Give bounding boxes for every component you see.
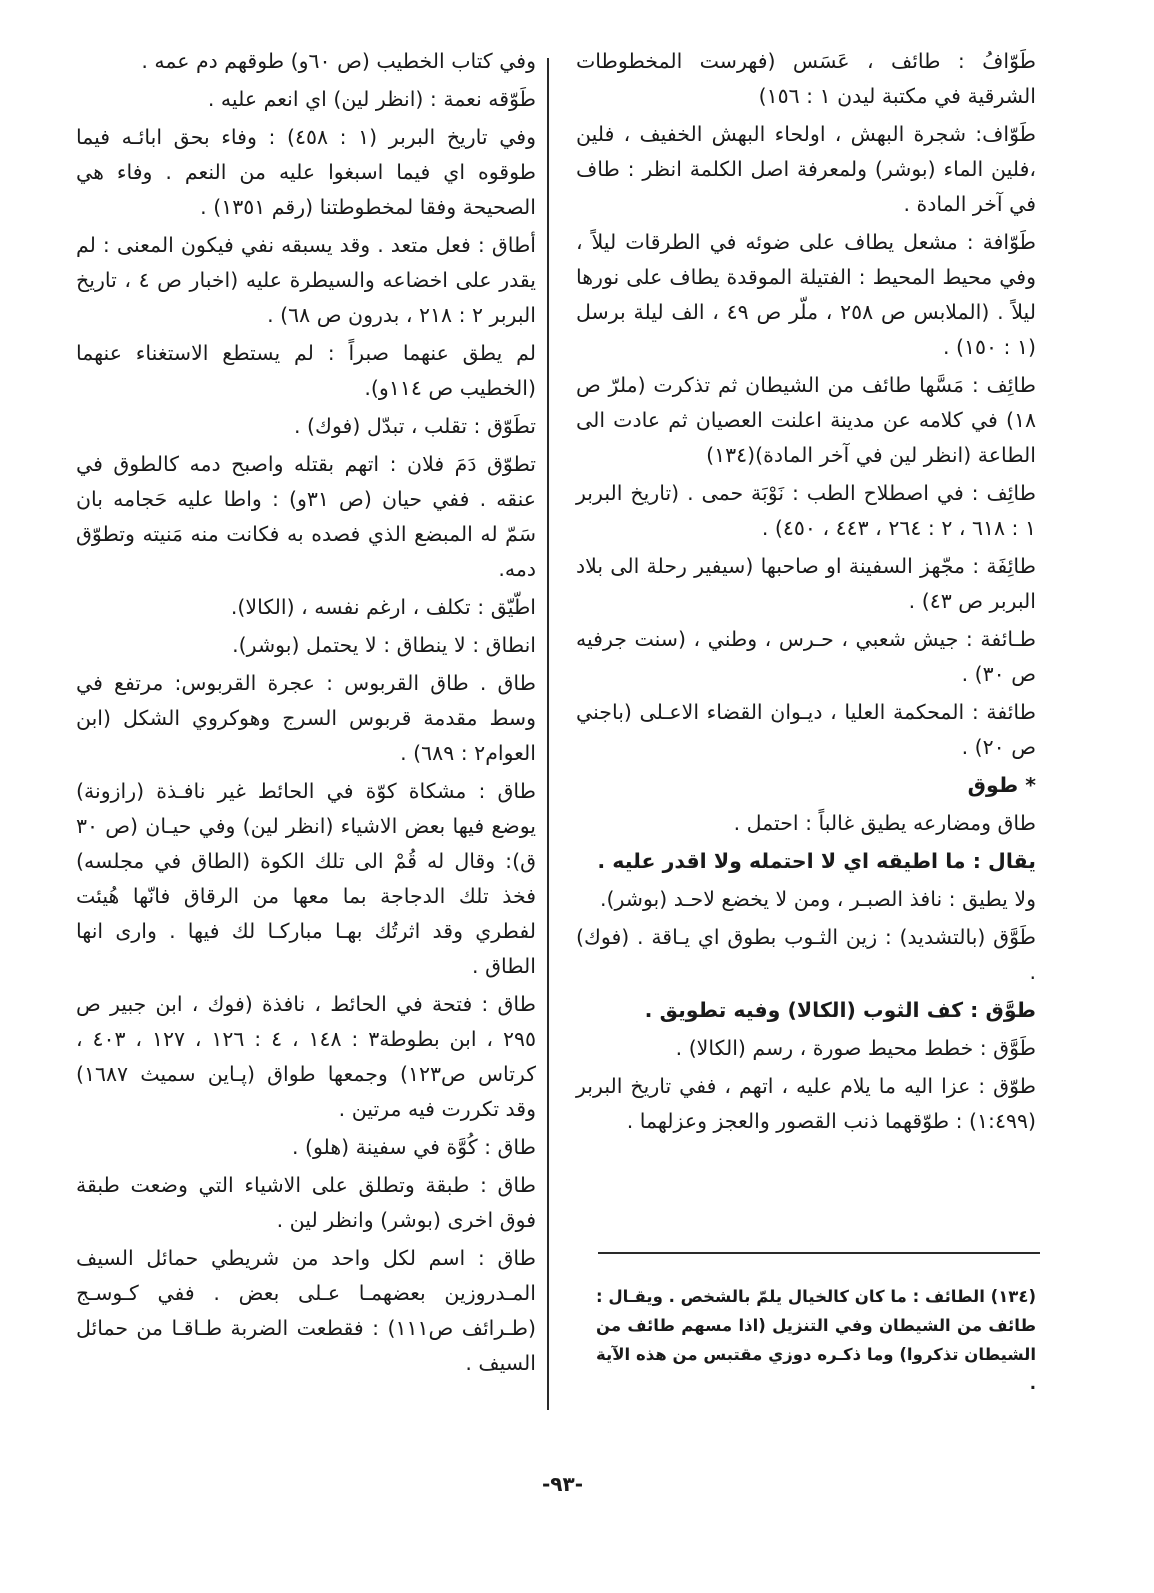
- left-column: [76, 44, 536, 1384]
- entry-tawwafa: طَوّافة : مشعل يطاف على ضوئه في الطرقات ليلاً ، وفي محيط المحيط : الفتيلة الموقدة يطاف على نورها ليلاً . (الملابس ص ٢٥٨ ، ملّر ص ٤٩ ، الف ليلة برسل (١ : ١٥٠) .: [576, 230, 1036, 359]
- entry-intaq: انطاق : لا ينطاق : لا يحتمل (بوشر).: [232, 633, 536, 657]
- entry-ataq: أطاق : فعل متعد . وقد يسبقه نفي فيكون المعنى : لم يقدر على اخضاعه والسيطرة عليه (اخبار ص ٤ ، تاريخ البربر ٢ : ٢١٨ ، بدرون ص ٦٨) .: [76, 233, 536, 327]
- entry-taq-hamail: طاق : اسم لكل واحد من شريطي حمائل السيف المـدروزين بعضهمـا عـلى بعض . ففي كـوسـج (طـرائف ص١١١) : فقطعت الضربة طـاقـا من حمائل السيف .: [76, 1246, 536, 1375]
- entry-la-yutiq: ولا يطيق : نافذ الصبـر ، ومن لا يخضع لاحـد (بوشر).: [599, 887, 1036, 911]
- entry-yuqal: يقال : ما اطيقه اي لا احتمله ولا اقدر عليه .: [597, 849, 1036, 873]
- entry-tawwaq-1: طَوَّق (بالتشديد) : زين الثـوب بطوق اي يـاقة . (فوك) .: [576, 925, 1036, 984]
- entry-taq-tabaqa: طاق : طبقة وتطلق على الاشياء التي وضعت طبقة فوق اخرى (بوشر) وانظر لين .: [76, 1173, 536, 1232]
- entry-tatawwaq-2: تطوّق دَمَ فلان : اتهم بقتله واصبح دمه كالطوق في عنقه . ففي حيان (ص ٣١و) : واطا عليه حَجامه بان سَمّ له المبضع الذي فصده به فكانت منه مَنيته وتطوّق دمه.: [76, 452, 537, 581]
- footnote-134: (١٣٤) الطائف : ما كان كالخيال يلمّ بالشخص . ويقـال : طائف من الشيطان وفي التنزيل (اذا مسهم طائف من الشيطان تذكروا) وما ذكـره دوزي مقتبس من هذه الآية .: [596, 1286, 1036, 1393]
- entry-taif-2: طائِف : في اصطلاح الطب : نَوْبَة حمى . (تاريخ البربر ١ : ٦١٨ ، ٢ : ٢٦٤ ، ٤٤٣ ، ٤٥٠) .: [576, 481, 1036, 540]
- entry-tawwaq-3: طَوَّق : خطط محيط صورة ، رسم (الكالا) .: [675, 1036, 1036, 1060]
- entry-ittayyaq: اطّيّق : تكلف ، ارغم نفسه ، (الكالا).: [230, 595, 536, 619]
- entry-taq-verb: طاق ومضارعه يطيق غالباً : احتمل .: [733, 811, 1036, 835]
- entry-tawwaq-4: طوّق : عزا اليه ما يلام عليه ، اتهم ، ففي تاريخ البربر (١:٤٩٩) : طوّقهما ذنب القصور والعجز وعزلهما .: [576, 1074, 1036, 1133]
- right-column: [576, 44, 1036, 1142]
- entry-taq-kuwwa: طاق : كُوَّة في سفينة (هلو) .: [291, 1135, 536, 1159]
- entry-tawwaqahu-nima: طَوّقه نعمة : (انظر لين) اي انعم عليه .: [207, 87, 536, 111]
- entry-tawwaf-1: طَوّافُ : طائف ، عَسَس (فهرست المخطوطات الشرقية في مكتبة ليدن ١ : ١٥٦): [576, 49, 1036, 108]
- entry-tarikh-barbar: وفي تاريخ البربر (١ : ٤٥٨) : وفاء بحق ابائـه فيما طوقوه اي فيما اسبغوا عليه من النعم . وفاء هي الصحيحة وفقا لمخطوطتنا (رقم ١٣٥١) .: [76, 125, 536, 219]
- footnote-rule: [598, 1252, 1040, 1254]
- section-heading-tawq: * طوق: [967, 773, 1036, 797]
- entry-taq-mishkat: طاق : مشكاة كوّة في الحائط غير نافـذة (رازونة) يوضع فيها بعض الاشياء (انظر لين) وفي حيـان (ص ٣٠ ق): وقال له قُمْ الى تلك الكوة (الطاق في مجلسه) فخذ تلك الدجاجة بما معها من الرقاق فانّها هُيئت لفطري وقد اثرتُك بهـا مباركـا لك فيها . وارى انها الطاق .: [76, 779, 536, 978]
- entry-khatib: وفي كتاب الخطيب (ص ٦٠و) طوقهم دم عمه .: [141, 49, 536, 73]
- entry-tawwaq-2: طوَّق : كف الثوب (الكالا) وفيه تطويق .: [644, 998, 1036, 1022]
- entry-tawwaf-2: طَوّاف: شجرة البهش ، اولحاء البهش الخفيف ، فلين ،فلين الماء (بوشر) ولمعرفة اصل الكلمة انظر : طاف في آخر المادة .: [576, 122, 1036, 216]
- entry-taifa-1: طائِفَة : مجّهز السفينة او صاحبها (سيفير رحلة الى بلاد البربر ص ٤٣) .: [576, 554, 1036, 613]
- entry-taif-1: طائِف : مَسَّها طائف من الشيطان ثم تذكرت (ملرّ ص ١٨) في كلامه عن مدينة اعلنت العصيان ثم عادت الى الطاعة (انظر لين في آخر المادة)(١٣٤): [576, 373, 1036, 467]
- entry-taq-fatha: طاق : فتحة في الحائط ، نافذة (فوك ، ابن جبير ص ٢٩٥ ، ابن بطوطة٣ : ١٤٨ ، ٤ : ١٢٦ ، ١٢٧ ، ٤٠٣ ، كرتاس ص١٢٣) وجمعها طواق (پـاين سميث ١٦٨٧) وقد تكررت فيه مرتين .: [76, 992, 536, 1121]
- column-divider: [547, 58, 549, 1410]
- entry-tatawwaq-1: تطَوّق : تقلب ، تبدّل (فوك) .: [294, 414, 536, 438]
- entry-lam-yutiq: لم يطق عنهما صبراً : لم يستطع الاستغناء عنهما (الخطيب ص ١١٤و).: [76, 341, 536, 400]
- entry-taifa-2: طـائفة : جيش شعبي ، حـرس ، وطني ، (سنت جرفيه ص ٣٠) .: [576, 627, 1036, 686]
- page-number: -٩٣-: [541, 1472, 584, 1496]
- entry-taq-qarbus: طاق . طاق القربوس : عجرة القربوس: مرتفع في وسط مقدمة قربوس السرج وهوكروي الشكل (ابن العوام٢ : ٦٨٩) .: [76, 671, 536, 765]
- entry-taifa-3: طائفة : المحكمة العليا ، ديـوان القضاء الاعـلى (باجني ص ٢٠) .: [576, 700, 1036, 759]
